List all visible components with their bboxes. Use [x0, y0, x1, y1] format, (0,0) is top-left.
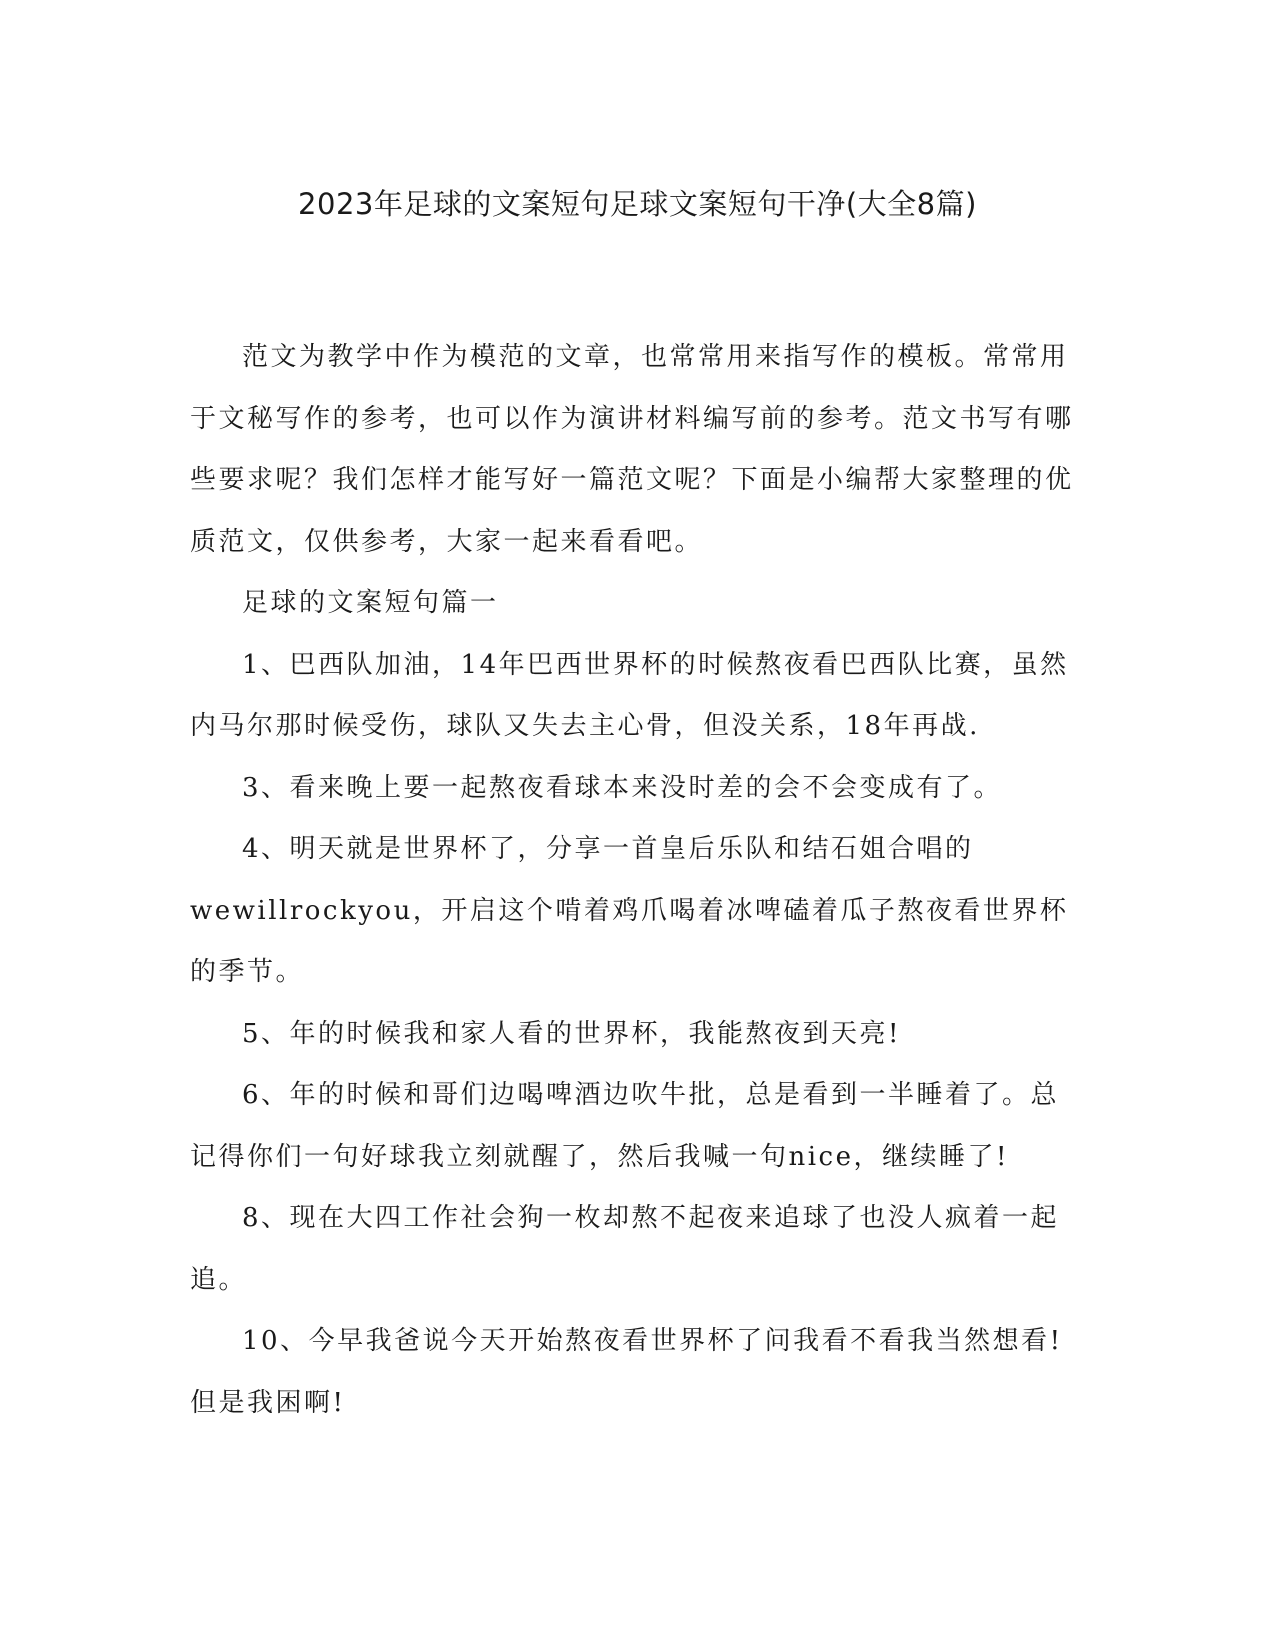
list-item: 5、年的时候我和家人看的世界杯，我能熬夜到天亮! [242, 1018, 901, 1049]
list-item: 4、明天就是世界杯了，分享一首皇后乐队和结石姐合唱的wewillrockyou，开启这个啃着鸡爪喝着冰啤磕着瓜子熬夜看世界杯的季节。 [190, 834, 1069, 987]
document-body [190, 327, 1080, 1434]
list-item: 1、巴西队加油，14年巴西世界杯的时候熬夜看巴西队比赛，虽然内马尔那时候受伤，球队又失去主心骨，但没关系，18年再战. [190, 649, 1069, 741]
list-item: 6、年的时候和哥们边喝啤酒边吹牛批，总是看到一半睡着了。总记得你们一句好球我立刻就醒了，然后我喊一句nice，继续睡了! [190, 1080, 1060, 1172]
list-item: 10、今早我爸说今天开始熬夜看世界杯了问我看不看我当然想看!但是我困啊! [190, 1326, 1063, 1418]
list-item: 8、现在大四工作社会狗一枚却熬不起夜来追球了也没人疯着一起追。 [190, 1203, 1060, 1295]
section-heading: 足球的文案短句篇一 [242, 588, 499, 618]
list-item: 3、看来晚上要一起熬夜看球本来没时差的会不会变成有了。 [242, 772, 1003, 803]
document-title: 2023年足球的文案短句足球文案短句干净(大全8篇) [298, 187, 977, 221]
intro-paragraph: 范文为教学中作为模范的文章，也常常用来指写作的模板。常常用于文秘写作的参考，也可以作为演讲材料编写前的参考。范文书写有哪些要求呢？我们怎样才能写好一篇范文呢？下面是小编帮大家整理的优质范文，仅供参考，大家一起来看看吧。 [190, 342, 1074, 557]
